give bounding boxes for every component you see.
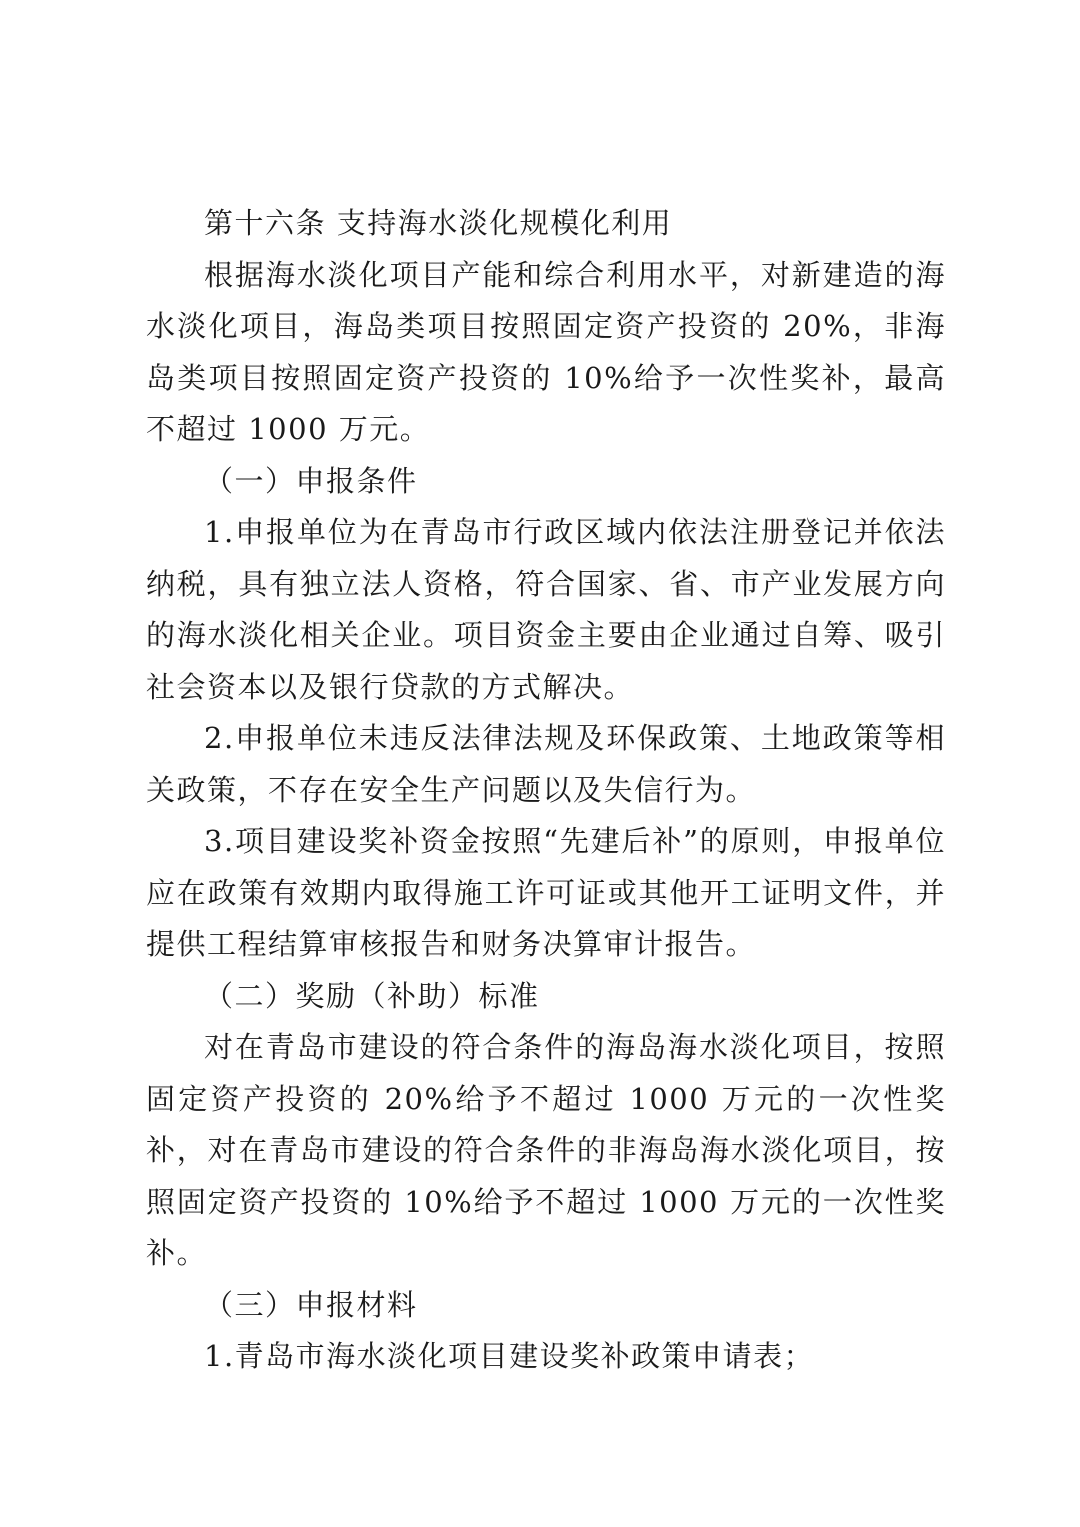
condition-item-1: 1.申报单位为在青岛市行政区域内依法注册登记并依法纳税，具有独立法人资格，符合国家、省、市产业发展方向的海水淡化相关企业。项目资金主要由企业通过自筹、吸引社会资本以及银行贷款的方式解决。: [146, 515, 946, 704]
condition-item-2: 2.申报单位未违反法律法规及环保政策、土地政策等相关政策，不存在安全生产问题以及失信行为。: [146, 721, 946, 807]
material-item-1: 1.青岛市海水淡化项目建设奖补政策申请表；: [204, 1339, 815, 1373]
document-body: [146, 198, 946, 1383]
section-heading-conditions: （一）申报条件: [204, 463, 418, 498]
condition-item-3: 3.项目建设奖补资金按照“先建后补”的原则，申报单位应在政策有效期内取得施工许可证或其他开工证明文件，并提供工程结算审核报告和财务决算审计报告。: [146, 824, 946, 961]
body-paragraph: 根据海水淡化项目产能和综合利用水平，对新建造的海水淡化项目，海岛类项目按照固定资产投资的 20%，非海岛类项目按照固定资产投资的 10%给予一次性奖补，最高不超过 1000 万元。: [146, 257, 946, 446]
section-heading-standard: （二）奖励（补助）标准: [204, 978, 540, 1013]
section-heading-materials: （三）申报材料: [204, 1287, 418, 1322]
article-heading: 第十六条 支持海水淡化规模化利用: [204, 206, 673, 240]
standard-paragraph: 对在青岛市建设的符合条件的海岛海水淡化项目，按照固定资产投资的 20%给予不超过 1000 万元的一次性奖补，对在青岛市建设的符合条件的非海岛海水淡化项目，按照固定资产投资的 10%给予不超过 1000 万元的一次性奖补。: [146, 1030, 946, 1270]
